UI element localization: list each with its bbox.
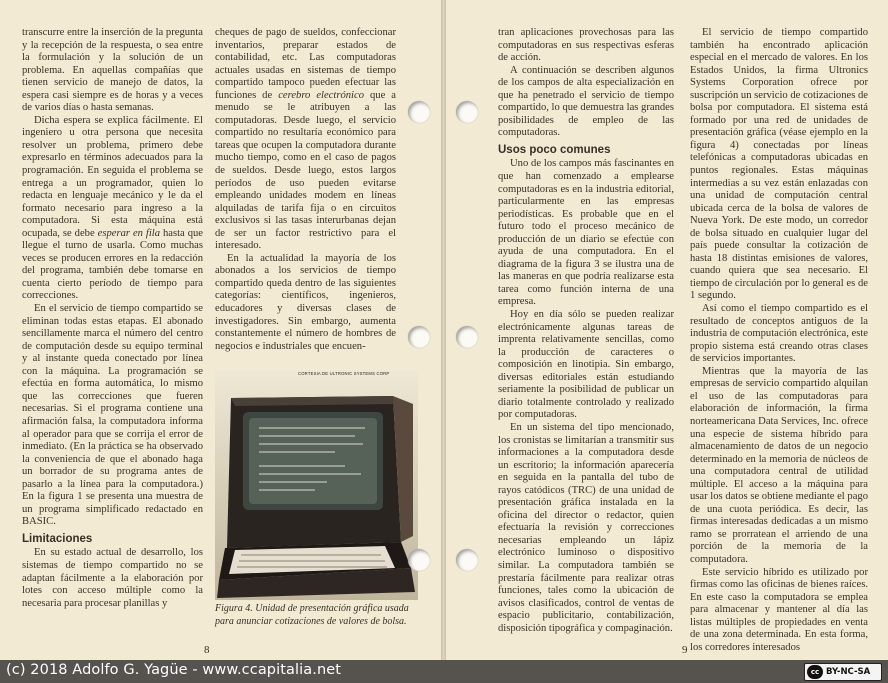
paragraph: En su estado actual de desarrollo, los sistemas de tiempo compartido no se adaptan fácilmente a la elaboración por lotes con acceso múltiple como la necesaria para procesar planillas y [22, 547, 203, 609]
paragraph: tran aplicaciones provechosas para las computadoras en sus respectivas esferas de acción. [498, 27, 674, 64]
paragraph: En la actualidad la mayoría de los abonados a los servicios de tiempo compartido queda dentro de las siguientes categorías: científicos, ingenieros, educadores y diversas clases de investigadores. Sin embargo, aumenta constantemente el número de hombres de negocios e industriales que encuen- [215, 252, 396, 352]
right-page-column-2 [690, 27, 868, 654]
paragraph: transcurre entre la inserción de la pregunta y la recepción de la respuesta, o sea entre la formulación y la solución de un problema. En aquellas compañías que tienen servicio de manejo de datos, la espera casi siempre es de horas y a veces de varios días o hasta semanas. [22, 27, 203, 114]
emphasis-text: esperar en fila [97, 227, 161, 239]
paragraph: Mientras que la mayoría de las empresas de servicio compartido alquilan el uso de las computadoras para elaboración de información, la firma norteamericana Data Services, Inc. ofrece una especie de sistema híbrido para almacenamiento de datos de un negocio determinado en la memoria de núcleos de una computadora central de utilidad múltiple. El acceso a la máquina para usar los datos se obtiene mediante el pago de una cuota periódica. Es decir, las firmas interesadas dedicadas a un mismo ramo se prorratean el arriendo de una porción de la memoria de la computadora. [690, 365, 868, 565]
left-page [0, 0, 441, 660]
text-span: cheques de pago de sueldos, confeccionar inventarios, preparar estados de contabilidad, etc. Las computadoras actuales usadas en sistemas de tiempo compartido tampoco pueden efectuar las funciones de [215, 27, 396, 101]
text-span: que a menudo se le atribuyen a las computadoras. Desde luego, el servicio compartido no resultaría económico para tareas que ocupen la computadora durante mucho tiempo, como en el caso de pagos de sueldos. Desde luego, estos largos períodos de uso pueden evitarse empleando unidades modem en líneas alquiladas de tarifa fija o en circuitos exclusivos si las tasas interurbanas dejan de ser un factor restrictivo para el interesado. [215, 89, 396, 252]
section-heading: Limitaciones [22, 532, 93, 545]
paragraph: Así como el tiempo compartido es el resultado de conceptos antiguos de la industria de computación electrónica, este propio sistema está creando otras clases de servicios importantes. [690, 303, 868, 365]
text-span: Dicha espera se explica fácilmente. El ingeniero u otra persona que necesita resolver un problema, primero debe expresarlo en términos adecuados para la programación. En seguida el problema se entrega a un programador, quien lo redacta en lenguaje mecánico y le da el formato necesario para ingreso a la computadora. Si esta máquina está ocupada, se debe [22, 114, 203, 239]
paragraph [215, 27, 396, 253]
binder-hole [456, 101, 478, 123]
paragraph [22, 115, 203, 303]
paragraph: Este servicio híbrido es utilizado por firmas como las oficinas de bienes raíces. En este caso la computadora se emplea para almacenar y mantener al día las listas múltiples de propiedades en venta de una zona determinada. En esta forma, los corredores interesados [690, 566, 868, 653]
binder-hole [456, 326, 478, 348]
right-page [446, 0, 888, 660]
license-badge[interactable] [804, 663, 882, 681]
binder-hole [456, 549, 478, 571]
binder-hole [408, 326, 430, 348]
left-page-column-2 [215, 27, 396, 353]
paragraph: A continuación se describen algunos de los campos de alta especialización en que ha penetrado el servicio de tiempo compartido, lo que demuestra las grandes posibilidades de empleo de las computadoras. [498, 64, 674, 139]
left-page-column-1 [22, 27, 203, 610]
text-span: hasta que llegue el turno de usarla. Como muchas veces se producen errores en la redacción del programa, también debe tomarse en cuenta cierto período de tiempo para correcciones. [22, 227, 203, 302]
figure-caption: Figura 4. Unidad de presentación gráfica usada para anunciar cotizaciones de valores de bolsa. [215, 603, 409, 627]
section-heading: Usos poco comunes [498, 143, 611, 156]
binder-hole [408, 549, 430, 571]
paragraph: Uno de los campos más fascinantes en que han comenzado a emplearse computadoras es en la industria editorial, particularmente en las empresas periodísticas. Es probable que en el futuro todo el proceso mecánico de producción de un diario se efectúe con ayuda de una computadora. En el diagrama de la figura 3 se ilustra una de las maneras en que podría realizarse esta tarea como función interna de una empresa. [498, 158, 674, 308]
right-page-column-1 [498, 27, 674, 635]
copyright-text: (c) 2018 Adolfo G. Yagüe - www.ccapitalia.net [6, 662, 342, 678]
figure-4-photo [215, 370, 418, 600]
photo-credit: CORTESIA DE ULTRONIC SYSTEMS CORP [298, 371, 390, 376]
paragraph: Hoy en día sólo se pueden realizar electrónicamente algunas tareas de imprenta relativamente sencillas, como la producción de caracteres o composición en linotipia. Sin embargo, diversas editoriales están estudiando seriamente la posibilidad de publicar un diario totalmente controlado y realizado por computadoras. [498, 309, 674, 421]
paragraph: En un sistema del tipo mencionado, los cronistas se limitarían a transmitir sus informaciones a la computadora desde un escritorio; la información aparecería en seguida en la pantalla del tubo de rayos catódicos (TRC) de una unidad de presentación gráfica instalada en la oficina del director o redactor, quien efectuaría la revisión y correcciones necesarias empleando un lápiz electrónico luminoso o dispositivo similar. La computadora también se prestaría fácilmente para realizar otras funciones, tales como la ubicación de avisos clasificados, control de ventas de espacio publicitario, contabilización, disposición tipográfica y compaginación. [498, 421, 674, 634]
copyright-footer [0, 660, 888, 683]
page-number: 8 [204, 644, 210, 656]
page-number: 9 [682, 644, 688, 656]
binder-hole [408, 101, 430, 123]
license-label: BY-NC-SA [826, 667, 871, 677]
emphasis-text: cerebro electrónico [278, 89, 364, 101]
paragraph: El servicio de tiempo compartido también ha encontrado aplicación especial en el mercado de valores. En los Estados Unidos, la firma Ultronics Systems Corporation ofrece por suscripción un servicio de cotizaciones de bolsa por computadora. El sistema está formado por una red de unidades de presentación gráfica (véase ejemplo en la figura 4) conectadas por líneas telefónicas a computadoras ubicadas en puntos regionales. Estas máquinas intermedias a su vez están enlazadas con una unidad de computación central ubicada cerca de la bolsa de valores de Nueva York. De este modo, un corredor de bolsa situado en cualquier lugar del país puede consultar la cotización de hasta 18 distintas emisiones de valores, cuando quiera que sea necesario. El tiempo de circulación por lo general es de 1 segundo. [690, 27, 868, 302]
terminal-illustration [215, 370, 418, 600]
paragraph: En el servicio de tiempo compartido se eliminan todas estas etapas. El abonado sencillamente marca el número del centro de computación desde su equipo terminal y al instante queda conectado por línea con la máquina. La programación se efectúa en forma automática, lo mismo que las correcciones que fueren necesarias. Si el programa contiene una afirmación falsa, la computadora informa al operador para que se corrija el error de inmediato. (En la práctica se ha observado la conveniencia de que el abonado haga un borrador de su programa antes de pasarlo a la línea para la computadora.) En la figura 1 se presenta una muestra de un programa simplificado redactado en BASIC. [22, 303, 203, 528]
cc-icon: cc [807, 665, 823, 679]
